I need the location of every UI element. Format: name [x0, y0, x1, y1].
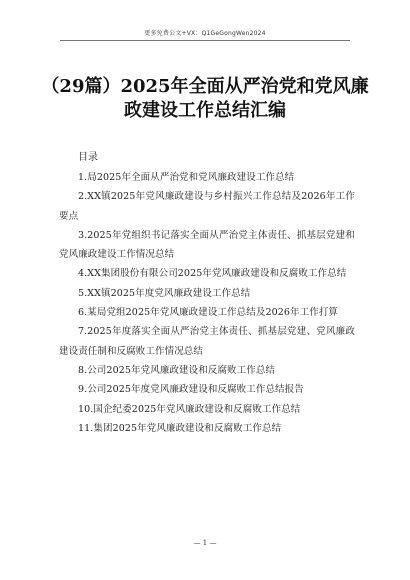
- toc-item[interactable]: 6.某局党组2025年党风廉政建设工作总结及2026年工作打算: [78, 307, 339, 319]
- toc-item[interactable]: 2.XX镇2025年党风廉政建设与乡村振兴工作总结及2026年工作要点: [59, 191, 355, 222]
- table-of-contents: [59, 168, 355, 438]
- toc-item[interactable]: 10.国企纪委2025年党风廉政建设和反腐败工作总结: [78, 403, 301, 415]
- document-title: [40, 75, 370, 123]
- toc-item[interactable]: 1.局2025年全面从严治党和党风廉政建设工作总结: [78, 172, 295, 183]
- toc-item[interactable]: 7.2025年度落实全面从严治党主体责任、抓基层党建、党风廉政建设责任制和反腐败工作情况总结: [59, 326, 355, 357]
- header-note: 更多免费公文+VX：Q1GeGongWen2024: [144, 30, 266, 37]
- toc-item[interactable]: 4.XX集团股份有限公司2025年党风廉政建设和反腐败工作总结: [78, 268, 347, 280]
- page-number: — 1 —: [193, 539, 217, 547]
- toc-heading: 目录: [78, 152, 98, 163]
- toc-item[interactable]: 5.XX镇2025年度党风廉政建设工作总结: [78, 287, 251, 299]
- toc-item[interactable]: 3.2025年党组织书记落实全面从严治党主体责任、抓基层党建和党风廉政建设工作情况总结: [59, 229, 355, 261]
- header-divider: [60, 40, 350, 41]
- toc-item[interactable]: 8.公司2025年党风廉政建设和反腐败工作总结: [78, 364, 276, 376]
- title-line-1: （29篇）2025年全面从严治党和党风廉: [41, 76, 369, 97]
- toc-item[interactable]: 9.公司2025年度党风廉政建设和反腐败工作总结报告: [78, 384, 304, 396]
- toc-item[interactable]: 11.集团2025年党风廉政建设和反腐败工作总结: [78, 422, 282, 434]
- title-line-2: 政建设工作总结汇编: [124, 100, 286, 121]
